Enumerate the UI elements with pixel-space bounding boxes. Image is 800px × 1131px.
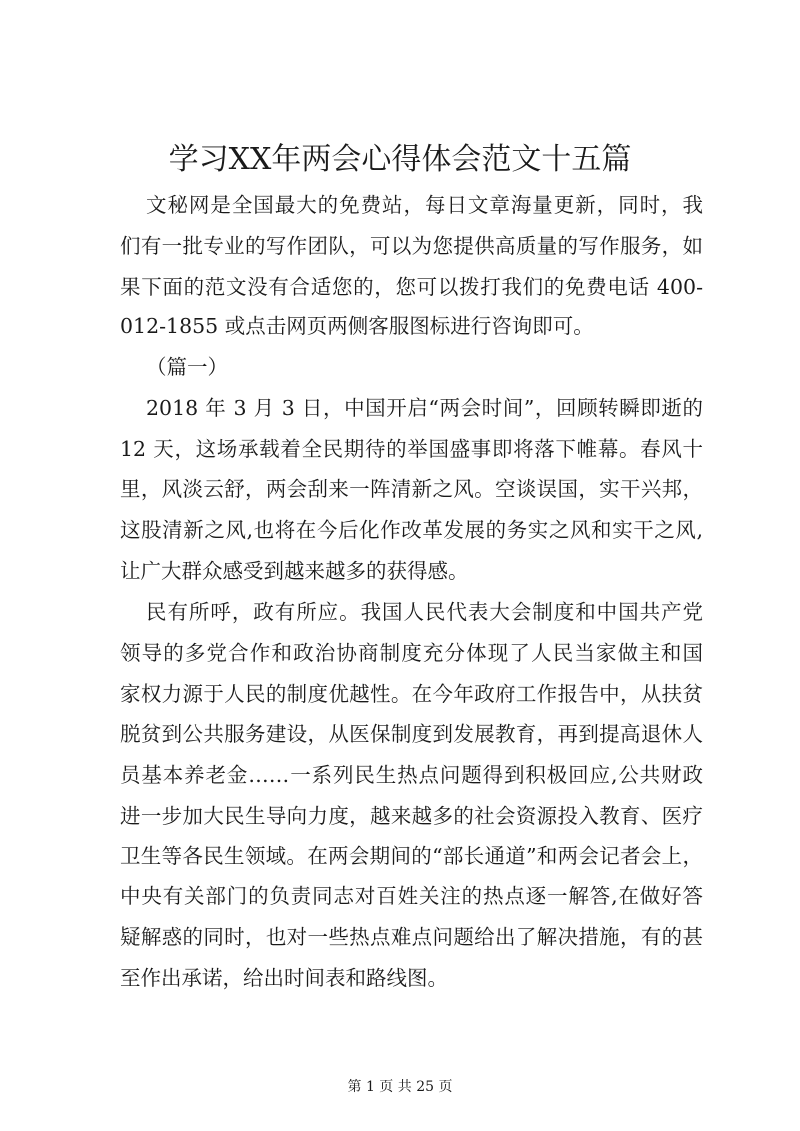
- paragraph-line: 家权力源于人民的制度优越性。在今年政府工作报告中，从扶贫: [120, 682, 703, 706]
- document-title: 学习XX年两会心得体会范文十五篇: [168, 142, 632, 177]
- page-footer: 第 1 页 共 25 页: [347, 1079, 453, 1095]
- paragraph-line: 012-1855 或点击网页两侧客服图标进行咨询即可。: [120, 314, 594, 338]
- paragraph-line: 脱贫到公共服务建设，从医保制度到发展教育，再到提高退休人: [120, 722, 703, 746]
- paragraph-line: （篇一）: [146, 355, 228, 379]
- paragraph-line: 进一步加大民生导向力度，越来越多的社会资源投入教育、医疗: [120, 804, 703, 828]
- paragraph-line: 们有一批专业的写作团队，可以为您提供高质量的写作服务，如: [120, 234, 703, 258]
- paragraph-line: 果下面的范文没有合适您的，您可以拨打我们的免费电话 400-: [120, 275, 703, 299]
- paragraph-line: 中央有关部门的负责同志对百姓关注的热点逐一解答,在做好答: [120, 884, 703, 908]
- paragraph-line: 卫生等各民生领域。在两会期间的“部长通道”和两会记者会上，: [120, 844, 703, 868]
- paragraph-line: 员基本养老金……一系列民生热点问题得到积极回应,公共财政: [120, 763, 703, 787]
- paragraph-line: 这股清新之风,也将在今后化作改革发展的务实之风和实干之风,: [120, 518, 703, 542]
- paragraph-line: 民有所呼，政有所应。我国人民代表大会制度和中国共产党: [146, 600, 703, 624]
- paragraph-line: 2018 年 3 月 3 日，中国开启“两会时间”，回顾转瞬即逝的: [146, 396, 703, 420]
- paragraph-line: 里，风淡云舒，两会刮来一阵清新之风。空谈误国，实干兴邦，: [120, 477, 703, 501]
- paragraph-line: 让广大群众感受到越来越多的获得感。: [120, 559, 469, 583]
- paragraph-line: 12 天，这场承载着全民期待的举国盛事即将落下帷幕。春风十: [120, 437, 703, 461]
- paragraph-line: 至作出承诺，给出时间表和路线图。: [120, 966, 448, 990]
- paragraph-line: 疑解惑的同时，也对一些热点难点问题给出了解决措施，有的甚: [120, 925, 703, 949]
- paragraph-line: 文秘网是全国最大的免费站，每日文章海量更新，同时，我: [146, 193, 703, 217]
- paragraph-line: 领导的多党合作和政治协商制度充分体现了人民当家做主和国: [120, 641, 703, 665]
